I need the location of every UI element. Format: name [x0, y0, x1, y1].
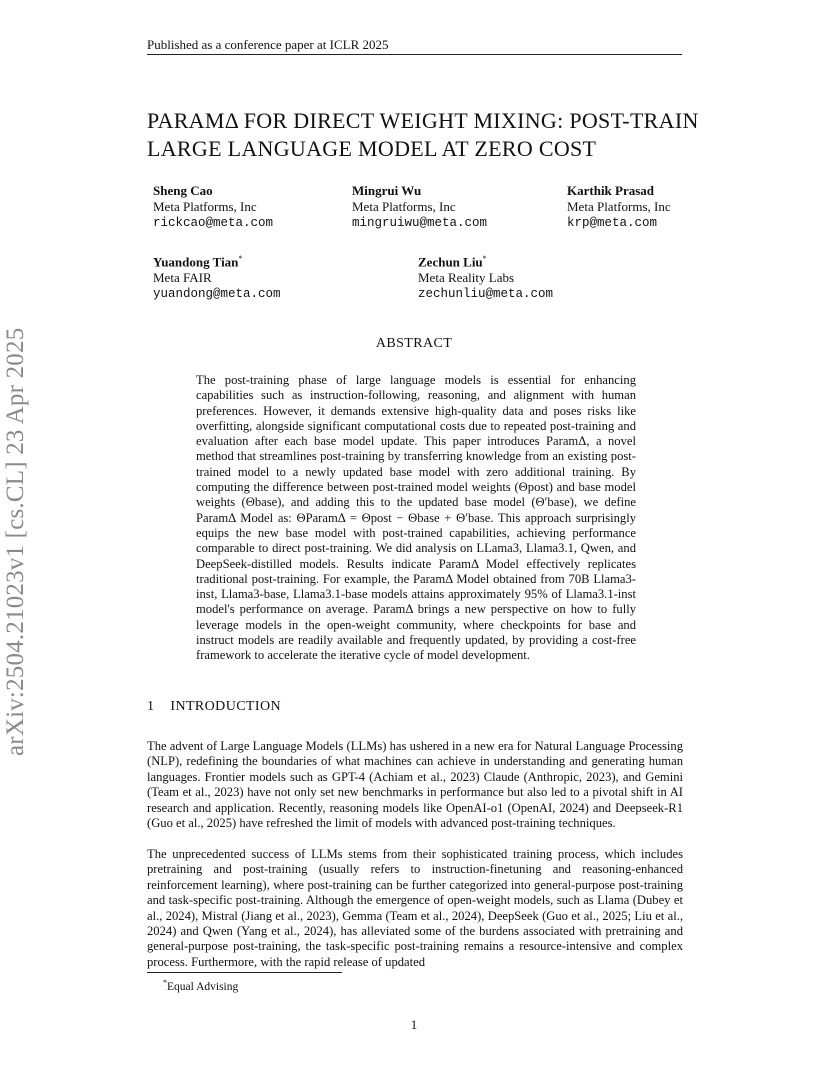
- arxiv-identifier-stamp[interactable]: arXiv:2504.21023v1 [cs.CL] 23 Apr 2025: [2, 327, 29, 756]
- abstract-text: The post-training phase of large language models is essential for enhancing capabilities such as instruction-following, reasoning, and alignment with human preferences. However, it demands extensive high-quality data and poses risks like overfitting, alongside significant computational costs due to repeated post-training and evaluation after each base model update. This paper introduces ParamΔ, a novel method that streamlines post-training by transferring knowledge from an existing post-trained model to a newly updated base model with zero additional training. By computing the difference between post-trained model weights (Θpost) and base model weights (Θbase), and adding this to the updated base model (Θ′base), we define ParamΔ Model as: ΘParamΔ = Θpost − Θbase + Θ′base. This approach surprisingly equips the new base model with post-trained capabilities, achieving performance comparable to direct post-training. We did analysis on LLama3, Llama3.1, Qwen, and DeepSeek-distilled models. Results indicate ParamΔ Model effectively replicates traditional post-training. For example, the ParamΔ Model obtained from 70B Llama3-inst, Llama3-base, Llama3.1-base models attains approximately 95% of Llama3.1-inst model's performance on average. ParamΔ brings a new perspective on how to fully leverage models in the open-weight community, where checkpoints for base and instruct models are readily available and frequently updated, by providing a cost-free framework to accelerate the iterative cycle of model development.: [196, 373, 636, 663]
- footnote: [163, 978, 238, 993]
- author-block: [418, 251, 553, 302]
- author-affiliation: Meta FAIR: [153, 270, 212, 286]
- author-name: Karthik Prasad: [567, 183, 655, 198]
- author-email[interactable]: rickcao@meta.com: [153, 216, 274, 230]
- author-affiliation: Meta Platforms, Inc: [352, 199, 456, 214]
- equal-advising-mark: *: [482, 254, 487, 263]
- section-number: 1: [147, 699, 155, 714]
- footnote-mark: *: [163, 978, 167, 987]
- author-affiliation: Meta Platforms, Inc: [153, 199, 257, 214]
- author-email[interactable]: zechunliu@meta.com: [418, 287, 554, 302]
- author-name: Zechun Liu: [418, 254, 483, 270]
- intro-paragraph-1: The advent of Large Language Models (LLMs) has ushered in a new era for Natural Language Processing (NLP), redefining the boundaries of what machines can achieve in understanding and generating human languages. Frontier models such as GPT-4 (Achiam et al., 2023) Claude (Anthropic, 2023), and Gemini (Team et al., 2023) have not only set new benchmarks in performance but also led to a pivotal shift in AI research and application. Recently, reasoning models like OpenAI-o1 (OpenAI, 2024) and Deepseek-R1 (Guo et al., 2025) have refreshed the limit of models with advanced post-training techniques.: [147, 739, 683, 831]
- abstract-heading: ABSTRACT: [375, 336, 453, 351]
- author-email[interactable]: krp@meta.com: [567, 216, 658, 230]
- page-number: 1: [410, 1017, 418, 1032]
- author-name: Yuandong Tian: [153, 254, 239, 270]
- author-affiliation: Meta Reality Labs: [418, 270, 515, 286]
- section-title: INTRODUCTION: [170, 699, 281, 714]
- author-block: [567, 183, 671, 231]
- author-affiliation: Meta Platforms, Inc: [567, 199, 671, 214]
- author-block: [153, 183, 273, 231]
- section-heading-introduction: [147, 699, 281, 715]
- author-email[interactable]: yuandong@meta.com: [153, 287, 281, 302]
- author-name: Mingrui Wu: [352, 183, 422, 198]
- author-email[interactable]: mingruiwu@meta.com: [352, 216, 488, 230]
- footnote-rule: [147, 972, 342, 973]
- equal-advising-mark: *: [238, 254, 243, 263]
- running-header: Published as a conference paper at ICLR 2025: [147, 37, 389, 52]
- intro-paragraph-2: The unprecedented success of LLMs stems from their sophisticated training process, which includes pretraining and post-training (usually refers to instruction-finetuning and reasoning-enhanced reinforcement learning), where post-training can be further categorized into general-purpose post-training and task-specific post-training. Although the emergence of open-weight models, such as Llama (Dubey et al., 2024), Mistral (Jiang et al., 2023), Gemma (Team et al., 2024), DeepSeek (Guo et al., 2025; Liu et al., 2024) and Qwen (Yang et al., 2024), has alleviated some of the burdens associated with pretraining and general-purpose post-training, the task-specific post-training remains a resource-intensive and complex process. Furthermore, with the rapid release of updated: [147, 847, 683, 969]
- paper-title-line-1: PARAMΔ FOR DIRECT WEIGHT MIXING: POST-TRAIN: [147, 108, 699, 133]
- author-block: [153, 251, 281, 302]
- author-name: Sheng Cao: [153, 183, 213, 198]
- author-block: [352, 183, 487, 231]
- paper-title-line-2: LARGE LANGUAGE MODEL AT ZERO COST: [147, 136, 597, 161]
- header-rule: [147, 54, 682, 55]
- footnote-text: Equal Advising: [167, 980, 239, 993]
